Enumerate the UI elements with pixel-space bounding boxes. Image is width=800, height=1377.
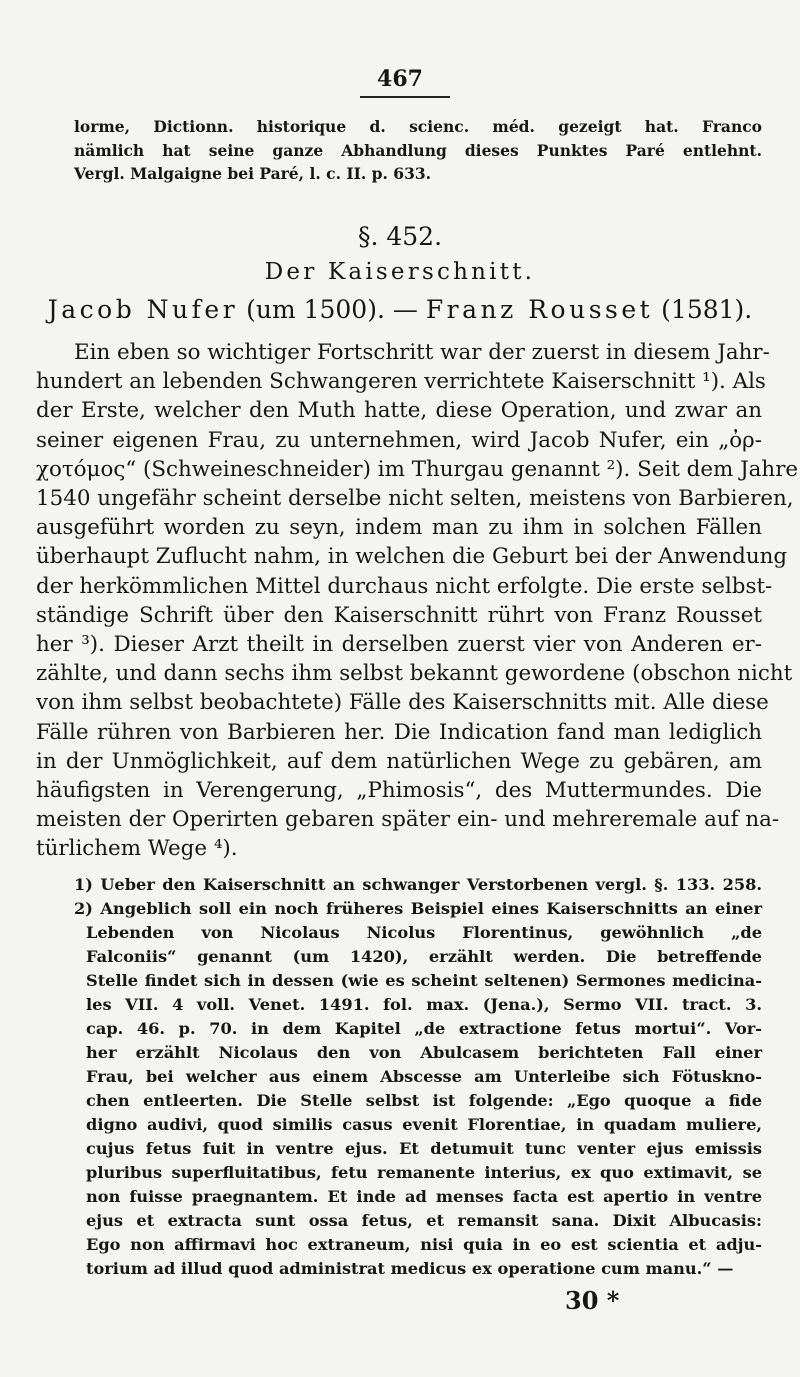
- body-line: ausgeführt worden zu seyn, indem man zu ihm in solchen Fällen: [36, 515, 762, 541]
- body-line: überhaupt Zuflucht nahm, in welchen die Geburt bei der Anwendung: [36, 544, 788, 570]
- footnote-line: her erzählt Nicolaus den von Abulcasem berichteten Fall einer: [86, 1043, 762, 1062]
- footnote-line: digno audivi, quod similis casus evenit Florentiae, in quadam muliere,: [86, 1115, 762, 1134]
- signature-mark: 30 *: [565, 1286, 620, 1315]
- footnote-line: 2) Angeblich soll ein noch früheres Beispiel eines Kaiserschnitts an einer: [74, 899, 762, 918]
- section-number: §. 452.: [357, 222, 443, 251]
- footnotes: [36, 873, 762, 1281]
- intro-paragraph: [36, 115, 762, 186]
- footnote-line: Frau, bei welcher aus einem Abscesse am Unterleibe sich Fötuskno-: [86, 1067, 762, 1086]
- body-line: χοτόμος“ (Schweineschneider) im Thurgau genannt ²). Seit dem Jahre: [36, 456, 799, 482]
- footnote-line: Falconiis“ genannt (um 1420), erzählt werden. Die betreffende: [86, 947, 762, 966]
- intro-line: nämlich hat seine ganze Abhandlung dieses Punktes Paré entlehnt.: [74, 140, 762, 160]
- body-line: ständige Schrift über den Kaiserschnitt rührt von Franz Rousset: [36, 602, 762, 628]
- page-number: 467: [377, 66, 423, 92]
- section-title: Der Kaiserschnitt.: [264, 259, 536, 285]
- intro-line: Vergl. Malgaigne bei Paré, l. c. II. p. 633.: [74, 164, 432, 183]
- footnote-line: ejus et extracta sunt ossa fetus, et remansit sana. Dixit Albucasis:: [86, 1211, 762, 1230]
- intro-line: lorme, Dictionn. historique d. scienc. méd. gezeigt hat. Franco: [74, 117, 762, 136]
- body-line: seiner eigenen Frau, zu unternehmen, wird Jacob Nufer, ein „ὀρ-: [36, 427, 762, 453]
- footnote-line: 1) Ueber den Kaiserschnitt an schwanger Verstorbenen vergl. §. 133. 258.: [74, 875, 762, 894]
- footnote-line: cujus fetus fuit in ventre ejus. Et detumuit tunc venter ejus emissis: [86, 1139, 762, 1158]
- footnote-line: torium ad illud quod administrat medicus ex operatione cum manu.“ —: [86, 1259, 734, 1278]
- body-line: der Erste, welcher den Muth hatte, diese Operation, und zwar an: [36, 398, 762, 424]
- body-line: häufigsten in Verengerung, „Phimosis“, des Muttermundes. Die: [36, 778, 762, 804]
- footnote-line: pluribus superfluitatibus, fetu remanente interius, ex quo extimavit, se: [86, 1163, 762, 1182]
- footnote-line: Stelle findet sich in dessen (wie es scheint seltenen) Sermones medicina-: [86, 971, 762, 990]
- body-line: her ³). Dieser Arzt theilt in derselben zuerst vier von Anderen er-: [36, 632, 762, 658]
- body-line: in der Unmöglichkeit, auf dem natürlichen Wege zu gebären, am: [36, 748, 762, 774]
- footnote-line: Lebenden von Nicolaus Nicolus Florentinus, gewöhnlich „de: [86, 923, 762, 942]
- author-nufer-date: (um 1500). —: [238, 295, 426, 324]
- body-line: 1540 ungefähr scheint derselbe nicht selten, meistens von Barbieren,: [36, 486, 794, 512]
- author-rousset: Franz Rousset: [425, 295, 654, 324]
- footnote-line: non fuisse praegnantem. Et inde ad menses facta est apertio in ventre: [86, 1187, 762, 1206]
- footnote-line: Ego non affirmavi hoc extraneum, nisi quia in eo est scientia et adju-: [86, 1235, 762, 1254]
- header-rule: [360, 96, 450, 98]
- footnote-line: cap. 46. p. 70. in dem Kapitel „de extractione fetus mortui“. Vor-: [86, 1019, 762, 1038]
- author-nufer: Jacob Nufer: [47, 295, 239, 324]
- body-line: von ihm selbst beobachtete) Fälle des Kaiserschnitts mit. Alle diese: [36, 690, 769, 716]
- author-rousset-date: (1581).: [653, 295, 753, 324]
- footnote-line: chen entleerten. Die Stelle selbst ist folgende: „Ego quoque a fide: [86, 1091, 762, 1110]
- body-line: Ein eben so wichtiger Fortschritt war der zuerst in diesem Jahr-: [74, 340, 770, 365]
- body-line: zählte, und dann sechs ihm selbst bekannt gewordene (obschon nicht: [36, 661, 793, 687]
- main-paragraph: [36, 338, 799, 864]
- body-line: Fälle rühren von Barbieren her. Die Indication fand man lediglich: [36, 719, 762, 745]
- body-line: hundert an lebenden Schwangeren verrichtete Kaiserschnitt ¹). Als: [36, 369, 766, 395]
- footnote-line: les VII. 4 voll. Venet. 1491. fol. max. (Jena.), Sermo VII. tract. 3.: [86, 995, 762, 1014]
- section-authors: [0, 295, 800, 324]
- body-line: meisten der Operirten gebaren später ein- und mehreremale auf na-: [36, 807, 780, 833]
- body-line: türlichem Wege ⁴).: [36, 836, 238, 862]
- body-line: der herkömmlichen Mittel durchaus nicht erfolgte. Die erste selbst-: [36, 573, 773, 599]
